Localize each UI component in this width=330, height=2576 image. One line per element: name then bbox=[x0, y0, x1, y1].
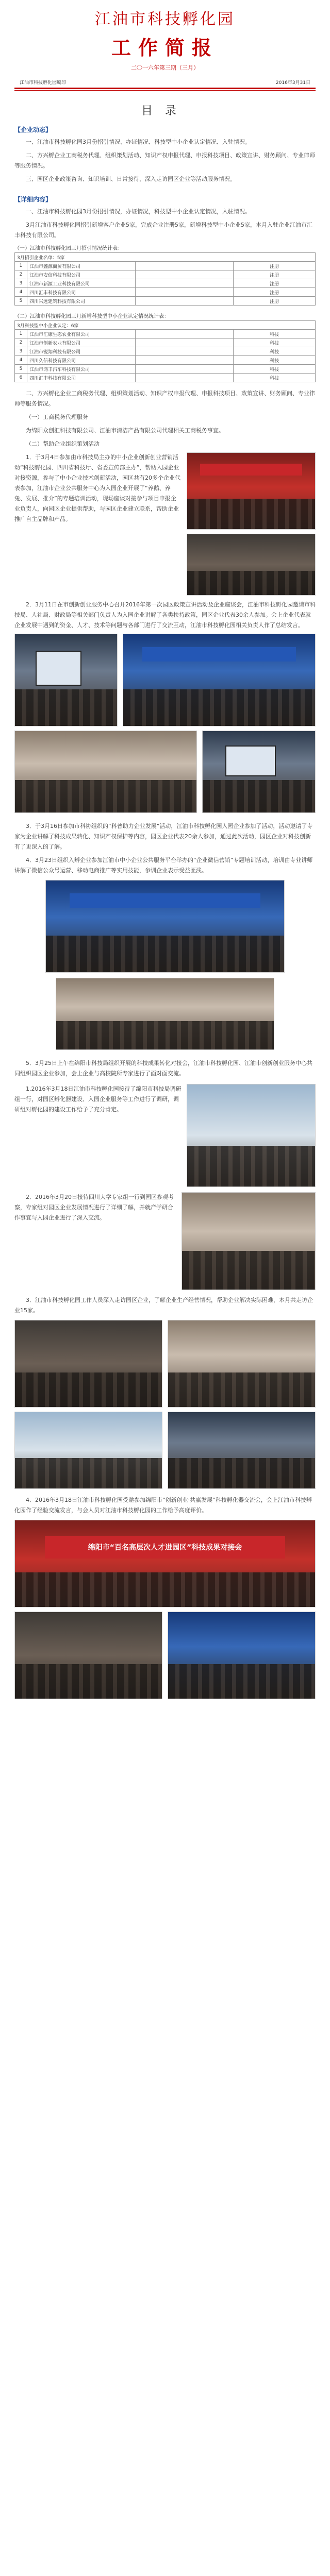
focus-section bbox=[14, 118, 316, 184]
detail-para: 3月江油市科技孵化园招引新增客户企业5家，完成企业注册5家，新增科技型中小企业5家，本月入驻企业江油市汇丰科技有限公司。 bbox=[14, 222, 312, 239]
cell-no: 4 bbox=[15, 356, 27, 365]
focus-label: 【企业动态】 bbox=[14, 126, 52, 133]
photo-screen bbox=[225, 745, 276, 776]
cell-person bbox=[136, 365, 234, 374]
service-para: （一）工商税务代理服务 bbox=[26, 414, 88, 420]
cell-person bbox=[136, 270, 234, 279]
event-photo bbox=[14, 1520, 316, 1607]
photo-banner bbox=[142, 647, 296, 662]
cell-name: 江油市汇康生态农业有限公司 bbox=[27, 330, 136, 338]
header-rule bbox=[14, 88, 316, 89]
cell-no: 1 bbox=[15, 262, 27, 270]
cell-no: 6 bbox=[15, 374, 27, 382]
cell-person bbox=[136, 330, 234, 338]
photo-crowd bbox=[168, 1458, 315, 1488]
cell-person bbox=[136, 297, 234, 306]
photo-crowd bbox=[15, 689, 117, 726]
table-row bbox=[15, 347, 316, 356]
table-row bbox=[15, 321, 316, 330]
table1-subcaption: 3月招引企业名单：5家 bbox=[15, 253, 316, 262]
photo-crowd bbox=[15, 1458, 162, 1488]
event-photo bbox=[168, 1412, 316, 1489]
event-photo bbox=[14, 1612, 162, 1699]
event-photo bbox=[14, 731, 197, 813]
cell-no: 3 bbox=[15, 347, 27, 356]
detail-label: 【详细内容】 bbox=[14, 196, 52, 203]
toc-title: 目录 bbox=[141, 105, 189, 117]
cell-person bbox=[136, 338, 234, 347]
event-photo bbox=[56, 978, 274, 1050]
cell-person bbox=[136, 288, 234, 297]
event-photo bbox=[14, 1412, 162, 1489]
cell-no: 5 bbox=[15, 297, 27, 306]
event-photo bbox=[168, 1320, 316, 1408]
cell-no: 5 bbox=[15, 365, 27, 374]
event2-block bbox=[14, 600, 316, 813]
org-name: 江油市科技孵化园 bbox=[95, 10, 235, 28]
cell-no: 1 bbox=[15, 330, 27, 338]
cell-name: 江油市新源工业科技有限公司 bbox=[27, 279, 136, 288]
cell-name: 江油市锐翔科技有限公司 bbox=[27, 347, 136, 356]
event1-photos bbox=[187, 452, 316, 596]
cell-no: 2 bbox=[15, 338, 27, 347]
table-row bbox=[15, 330, 316, 338]
event-para: 4．2016年3月18日江油市科技孵化园受邀参加绵阳市“创新创业·共赢发展”科技孵化器交流会，会上江油市科技孵化园作了经验交流发言，与会人员对江油市科技孵化园的工作给予高度评价。 bbox=[14, 1497, 312, 1514]
event-para: 2．3月11日在市创新创业服务中心召开2016年第一次园区政策宣讲活动及企业座谈会，江油市科技孵化园邀请市科技局、人社局、财政局等相关部门负责人为入园企业讲解了各类扶持政策，园区企业代表30余人参加。会上企业代表就企业发展中遇到的资金、人才、技术等问题与各部门进行了交流互动，江油市科技孵化园相关负责人作了总结发言。 bbox=[14, 601, 316, 629]
event2-photos-row1 bbox=[14, 634, 316, 726]
table2-caption: （二）江油市科技孵化园三月新增科技型中小企业认定情况统计表： bbox=[14, 314, 169, 319]
event-para: 5．3月25日上午在绵阳市科技局组织开展的科技成果转化对接会，江油市科技孵化园、江油市创新创业服务中心共同组织园区企业参加，会上企业与高校院所专家进行了面对面交流。 bbox=[14, 1060, 312, 1077]
cell-name: 江油市创新农业有限公司 bbox=[27, 338, 136, 347]
photo-crowd bbox=[203, 780, 315, 812]
photo-crowd bbox=[15, 1372, 162, 1407]
event-para: 1.2016年3月18日江油市科技孵化园接待了绵阳市科技局调研组一行，对园区孵化器建设、入园企业服务等工作进行了调研，调研组对孵化园的建设工作给予了充分肯定。 bbox=[14, 1086, 182, 1113]
event-photo bbox=[187, 534, 316, 596]
photo-banner bbox=[200, 464, 302, 476]
visit3-photos bbox=[14, 1320, 316, 1408]
cell-name: 江油市鑫源商贸有限公司 bbox=[27, 262, 136, 270]
table1 bbox=[14, 252, 316, 306]
cell-status: 注册 bbox=[234, 262, 316, 270]
issue-number: 二〇一六年第三期（三月） bbox=[131, 64, 199, 71]
photo-crowd bbox=[46, 936, 284, 972]
cell-status: 科技 bbox=[234, 374, 316, 382]
cell-status: 注册 bbox=[234, 288, 316, 297]
photo-crowd bbox=[15, 1572, 315, 1607]
photo-crowd bbox=[187, 1146, 315, 1187]
cell-name: 江油市安信科技有限公司 bbox=[27, 270, 136, 279]
event-para: 2．2016年3月20日接待四川大学专家组一行到园区参观考察，专家组对园区企业发展情况进行了详细了解，并就产学研合作事宜与入园企业进行了深入交流。 bbox=[14, 1194, 174, 1221]
table-row bbox=[15, 297, 316, 306]
visit1-block bbox=[14, 1084, 316, 1187]
publish-date: 2016年3月31日 bbox=[275, 80, 310, 86]
cell-person bbox=[136, 262, 234, 270]
table-row bbox=[15, 279, 316, 288]
focus-para: 二、方兴孵企业工商税务代理、组织策划活动、知识产权申报代理、申报科技项目、政策宣讲、财务顾问、专业律师等服务情况。 bbox=[14, 152, 315, 169]
visit3-photos-row2 bbox=[14, 1412, 316, 1489]
photo-crowd bbox=[168, 1372, 315, 1407]
table-row bbox=[15, 374, 316, 382]
cell-no: 3 bbox=[15, 279, 27, 288]
photo-crowd bbox=[187, 571, 315, 595]
table-row bbox=[15, 288, 316, 297]
service-para: 为绵阳众创汇科技有限公司、江油市清洁产品有限公司代理相关工商税务事宜。 bbox=[26, 427, 224, 434]
cell-status: 科技 bbox=[234, 356, 316, 365]
detail-section bbox=[14, 188, 316, 1699]
cell-name: 四川汇丰科技有限公司 bbox=[27, 288, 136, 297]
event-para: 3．江油市科技孵化园工作人员深入走访园区企业，了解企业生产经营情况，帮助企业解决实际困难，本月共走访企业15家。 bbox=[14, 1297, 313, 1314]
photo-crowd bbox=[168, 1664, 315, 1699]
visit2-block bbox=[14, 1192, 316, 1290]
event-photo bbox=[182, 1192, 316, 1290]
table-row bbox=[15, 270, 316, 279]
cell-person bbox=[136, 356, 234, 365]
cell-name: 四川久信科技有限公司 bbox=[27, 356, 136, 365]
table1-caption: （一）江油市科技孵化园三月招引情况统计表： bbox=[14, 246, 123, 251]
photo-crowd bbox=[182, 1251, 315, 1290]
cell-status: 科技 bbox=[234, 365, 316, 374]
event-photo bbox=[187, 452, 316, 530]
cell-name: 四川兴远建筑科技有限公司 bbox=[27, 297, 136, 306]
focus-para: 一、江油市科技孵化园3月份招引情况、办证情况、科技型中小企业认定情况、入驻情况。 bbox=[26, 139, 251, 145]
photo-screen bbox=[36, 651, 81, 686]
event-photo bbox=[168, 1612, 316, 1699]
photo-crowd bbox=[187, 499, 315, 529]
service-para: （二）帮助企业组织策划活动 bbox=[26, 440, 100, 447]
table2 bbox=[14, 320, 316, 382]
detail-para: 一、江油市科技孵化园3月份招引情况，办证情况，科技型中小企业认定情况，入驻情况。 bbox=[26, 208, 251, 215]
photo-crowd bbox=[15, 780, 196, 812]
meta-row bbox=[14, 79, 316, 86]
cell-name: 四川汇丰科技有限公司 bbox=[27, 374, 136, 382]
cell-person bbox=[136, 374, 234, 382]
cell-no: 4 bbox=[15, 288, 27, 297]
event-photo bbox=[14, 634, 118, 726]
cell-status: 注册 bbox=[234, 270, 316, 279]
cell-no: 2 bbox=[15, 270, 27, 279]
event3-block bbox=[14, 821, 316, 1050]
cell-status: 科技 bbox=[234, 330, 316, 338]
cell-person bbox=[136, 279, 234, 288]
table-row bbox=[15, 253, 316, 262]
event-photo bbox=[123, 634, 316, 726]
event-para: 4．3月23日组织入孵企业参加江油市中小企业公共服务平台举办的“企业微信营销”专题培训活动，培训由专业讲师讲解了微信公众号运营、移动电商推广等实用技能，参训企业表示受益匪浅。 bbox=[14, 857, 313, 874]
event-photo bbox=[14, 1320, 162, 1408]
event-photo bbox=[202, 731, 316, 813]
event2-photos-row2 bbox=[14, 731, 316, 813]
cell-person bbox=[136, 347, 234, 356]
photo-crowd bbox=[15, 1664, 162, 1699]
cell-status: 科技 bbox=[234, 338, 316, 347]
service-para: 二、方兴孵化企业工商税务代理、组织策划活动、知识产权申报代理、申报科技项目、政策宣讲、财务顾问、专业律师等服务情况。 bbox=[14, 390, 315, 407]
event-para: 3．于3月16日参加市科协组织的“科普助力企业发展”活动，江油市科技孵化园入园企业参加了活动，活动邀请了专家为企业讲解了科技成果转化、知识产权保护等内容，园区企业代表20余人参加，通过此次活动，园区企业对科技创新有了更深入的了解。 bbox=[14, 823, 313, 850]
service-block bbox=[14, 388, 316, 449]
table-row bbox=[15, 338, 316, 347]
photo-crowd bbox=[56, 1021, 274, 1049]
event1-block bbox=[14, 452, 316, 596]
cell-status: 注册 bbox=[234, 297, 316, 306]
event-photo bbox=[45, 880, 285, 973]
header-rule-thin bbox=[14, 90, 316, 91]
photo-crowd bbox=[123, 689, 315, 726]
event4-block bbox=[14, 1058, 316, 1699]
table2-subcaption: 3月科技型中小企业认定：6家 bbox=[15, 321, 316, 330]
brief-header bbox=[14, 0, 316, 91]
table-row bbox=[15, 356, 316, 365]
publisher: 江油市科技孵化园编印 bbox=[20, 80, 67, 86]
event-photo bbox=[187, 1084, 316, 1187]
table-row bbox=[15, 365, 316, 374]
photo-banner bbox=[70, 893, 260, 908]
event-para: 1．于3月4日参加由市科技局主办的中小企业创新创业营销活动“科技孵化园、四川省科技厅、省委宣传部主办”，帮助入园企业对接资源，参与了中小企业技术创新活动，园区共有20多个企业代表参加，江油市企业公共服务中心为入园企业开展了“养鹅、养兔、发展、推介”的专题培训活动，现场座谈对接参与项目申报企业负责人，向园区企业提供帮助，与园区企业建立联系，帮助企业推广自主品牌和产品。 bbox=[14, 454, 180, 522]
cell-name: 江油市鸿丰汽车科技有限公司 bbox=[27, 365, 136, 374]
final-photos bbox=[14, 1612, 316, 1699]
focus-para: 三、园区企业政策咨询、知识培训、日常接待，深入走访园区企业等活动服务情况。 bbox=[26, 176, 236, 182]
brief-title: 工作简报 bbox=[111, 36, 219, 59]
cell-status: 科技 bbox=[234, 347, 316, 356]
table-row bbox=[15, 262, 316, 270]
cell-status: 注册 bbox=[234, 279, 316, 288]
photo-banner-text: 绵阳市“百名高层次人才进园区”科技成果对接会 bbox=[45, 1536, 285, 1558]
